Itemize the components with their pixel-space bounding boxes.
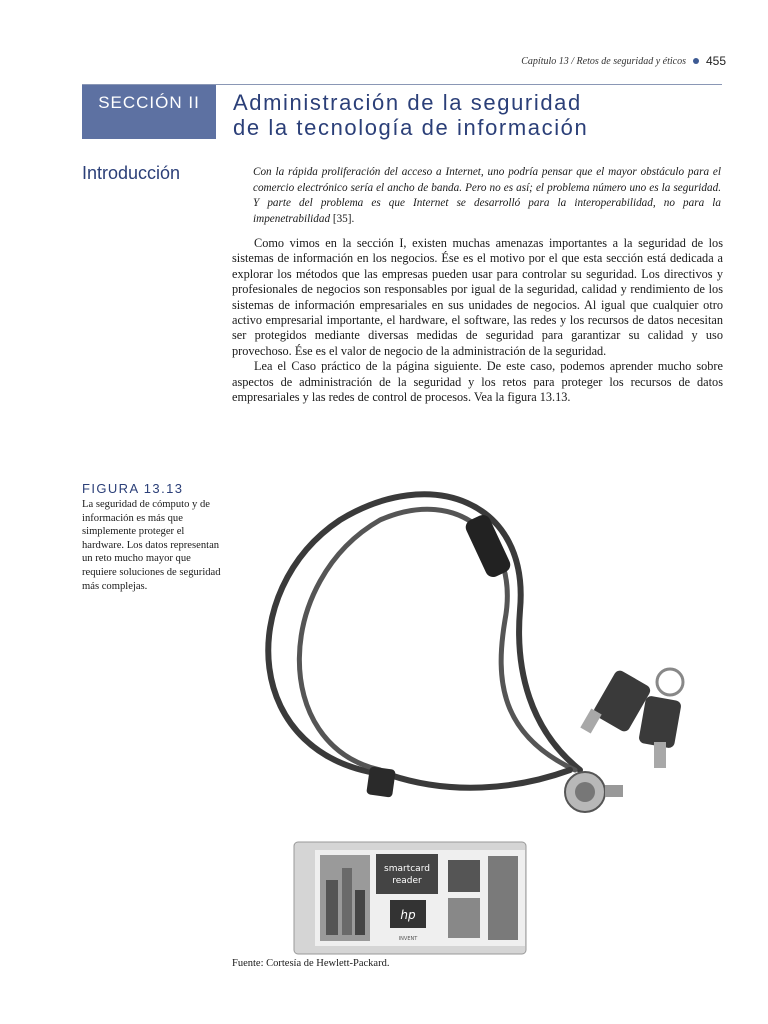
card-tagline: INVENT	[398, 936, 418, 942]
figure-photo	[230, 470, 730, 960]
figure-caption: La seguridad de cómputo y de información es más que simplemente proteger el hardware. Los datos representan un reto mucho mayor que requiere soluciones de seguridad más complejas.	[82, 499, 221, 592]
section-label: SECCIÓN II	[82, 85, 216, 139]
figure-label: FIGURA 13.13	[82, 481, 184, 496]
body-text	[232, 236, 723, 405]
cable-lock-icon	[268, 494, 683, 812]
body-paragraph: Como vimos en la sección I, existen muchas amenazas importantes a la seguridad de los sistemas de información en los negocios. Ése es el motivo por el que esta sección está dedicada a explorar los métodos que las empresas pueden usar para controlar su seguridad. Los directivos y profesionales de negocios son responsables por igual de la seguridad, calidad y rendimiento de los sistemas de información empresariales en sus unidades de negocios. Al igual que cualquier otro activo empresarial importante, el hardware, el software, las redes y los recursos de datos necesitan ser protegidos mediante diversas medidas de seguridad para garantizar su calidad y uso provechoso. Ése es el valor de negocio de la administración de la seguridad.	[232, 236, 723, 358]
card-text-line-1: smartcard	[384, 864, 430, 874]
smartcard-reader-image	[294, 842, 526, 954]
intro-lead-quote	[253, 165, 721, 227]
section-title-line-1: Administración de la seguridad	[233, 90, 582, 115]
intro-heading: Introducción	[82, 163, 181, 183]
chapter-title: Capítulo 13 / Retos de seguridad y éticos	[521, 55, 686, 67]
section-title	[233, 90, 733, 140]
section-title-line-2: de la tecnología de información	[233, 115, 589, 140]
page-number: 455	[705, 54, 726, 68]
card-brand: hp	[400, 908, 416, 922]
bullet-dot-icon	[693, 58, 699, 64]
running-head	[450, 52, 726, 70]
card-text-line-2: reader	[392, 876, 422, 886]
figure-source: Fuente: Cortesía de Hewlett-Packard.	[232, 958, 390, 969]
lead-reference: [35].	[330, 212, 355, 225]
body-paragraph: Lea el Caso práctico de la página siguiente. De este caso, podemos aprender mucho sobre aspectos de administración de la seguridad y los retos para proteger los recursos de datos empresariales y las redes de control de procesos. Vea la figura 13.13.	[232, 359, 723, 405]
lead-italic-text: Con la rápida proliferación del acceso a Internet, uno podría pensar que el mayor obstáculo para el comercio electrónico sería el ancho de banda. Pero no es así; el problema número uno es la seguridad. Y parte del problema es que Internet se desarrolló para la interoperabilidad, no para la impenetrabilidad	[253, 166, 721, 225]
